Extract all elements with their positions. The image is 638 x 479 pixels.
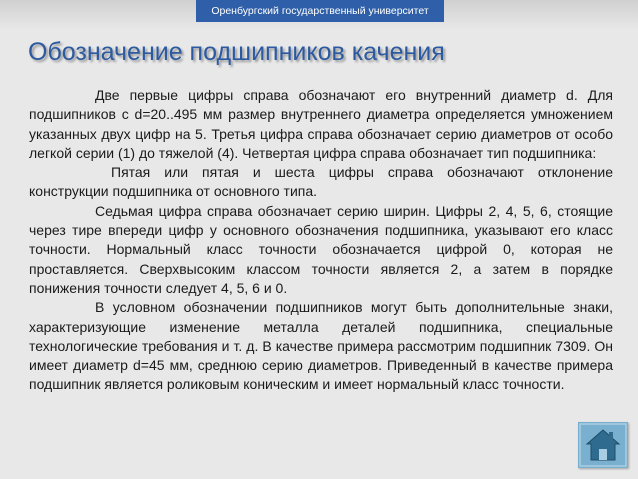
paragraph: Седьмая цифра справа обозначает серию ширин. Цифры 2, 4, 5, 6, стоящие через тире впереди цифр у основного обозначения подшипника, указывают его класс точности. Нормальный класс точности обозначается цифрой 0, которая не проставляется. Сверхвысоким классом точности является 2, а затем в порядке понижения точности следует 4, 5, 6 и 0. bbox=[29, 202, 613, 296]
home-icon bbox=[578, 422, 628, 468]
paragraph: Пятая или пятая и шеста цифры справа обозначают отклонение конструкции подшипника от основного типа. bbox=[29, 164, 613, 200]
paragraph: В условном обозначении подшипников могут быть дополнительные знаки, характеризующие изменение металла деталей подшипника, специальные технологические требования и т. д. В качестве примера рассмотрим подшипник 7309. Он имеет диаметр d=45 мм, среднюю серию диаметров. Приведенный в качестве примера подшипник является роликовым коническим и имеет нормальный класс точности. bbox=[29, 299, 613, 393]
paragraph: Две первые цифры справа обозначают его внутренний диаметр d. Для подшипников с d=20..495 мм размер внутреннего диаметра определяется умножением указанных двух цифр на 5. Третья цифра справа обозначает серию диаметров от особо легкой серии (1) до тяжелой (4). Четвертая цифра справа обозначает тип подшипника: bbox=[29, 87, 613, 161]
home-button[interactable] bbox=[578, 422, 628, 468]
slide-body bbox=[29, 86, 613, 395]
university-banner: Оренбургский государственный университет bbox=[196, 0, 444, 22]
slide-title: Обозначение подшипников качения bbox=[28, 38, 445, 66]
